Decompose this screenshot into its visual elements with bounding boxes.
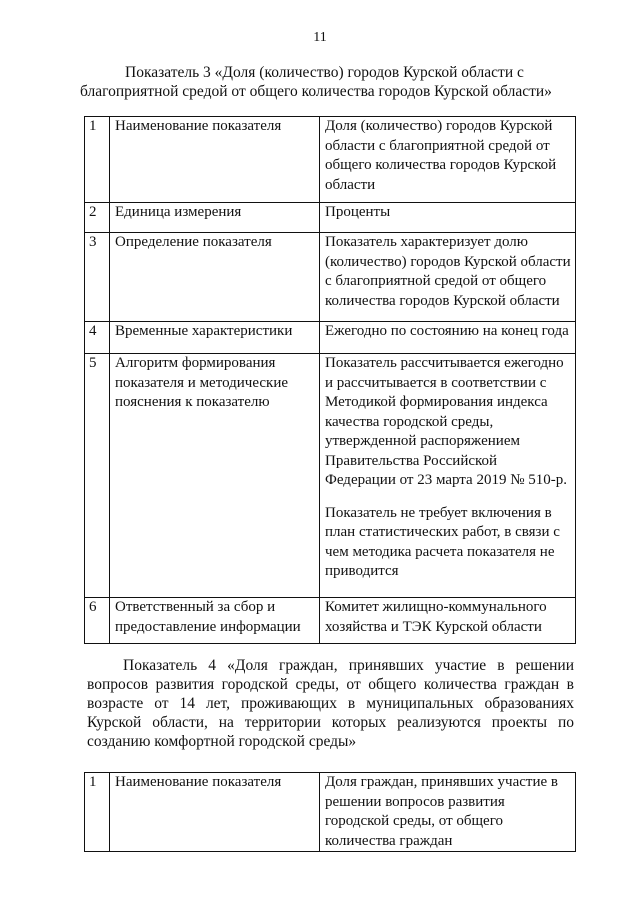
row-number: 5	[85, 354, 110, 598]
row-value: Доля (количество) городов Курской области с благоприятной средой от общего количества городов Курской области	[320, 117, 576, 203]
row-name: Алгоритм формирования показателя и методические пояснения к показателю	[110, 354, 320, 598]
row-number: 1	[85, 773, 110, 852]
row-value: Проценты	[320, 203, 576, 233]
table-row	[85, 354, 576, 598]
row-name: Ответственный за сбор и предоставление информации	[110, 598, 320, 644]
table-row	[85, 203, 576, 233]
page-number: 11	[313, 30, 327, 45]
row-number: 2	[85, 203, 110, 233]
table-row	[85, 773, 576, 852]
row-value: Показатель рассчитывается ежегодно и рассчитывается в соответствии с Методикой формирования индекса качества городской среды, утвержденной распоряжением Правительства Российской Федерации от 23 марта 2019 № 510-р.	[325, 355, 567, 488]
table-row	[85, 233, 576, 322]
row-number: 3	[85, 233, 110, 322]
indicator-3-table	[84, 116, 576, 644]
row-name: Определение показателя	[110, 233, 320, 322]
row-number: 1	[85, 117, 110, 203]
table-row	[85, 598, 576, 644]
row-number: 6	[85, 598, 110, 644]
indicator-4-table	[84, 772, 576, 852]
row-name: Единица измерения	[110, 203, 320, 233]
indicator-3-heading: Показатель 3 «Доля (количество) городов Курской области с благоприятной средой от общего количества городов Курской области»	[80, 64, 552, 100]
row-value-cell	[320, 354, 576, 598]
row-value: Комитет жилищно-коммунального хозяйства и ТЭК Курской области	[320, 598, 576, 644]
row-value: Доля граждан, принявших участие в решении вопросов развития городской среды, от общего количества граждан	[320, 773, 576, 852]
row-name: Временные характеристики	[110, 322, 320, 354]
table-row	[85, 117, 576, 203]
row-value: Показатель характеризует долю (количество) городов Курской области с благоприятной средой от общего количества городов Курской области	[320, 233, 576, 322]
row-value-note: Показатель не требует включения в план статистических работ, в связи с чем методика расчета показателя не приводится	[325, 504, 560, 579]
indicator-4-heading: Показатель 4 «Доля граждан, принявших участие в решении вопросов развития городской среды, от общего количества граждан в возрасте от 14 лет, проживающих в муниципальных образованиях Курской области, на территории которых реализуются проекты по созданию комфортной городской среды»	[87, 657, 574, 750]
row-value: Ежегодно по состоянию на конец года	[320, 322, 576, 354]
row-number: 4	[85, 322, 110, 354]
row-name: Наименование показателя	[110, 773, 320, 852]
row-name: Наименование показателя	[110, 117, 320, 203]
table-row	[85, 322, 576, 354]
